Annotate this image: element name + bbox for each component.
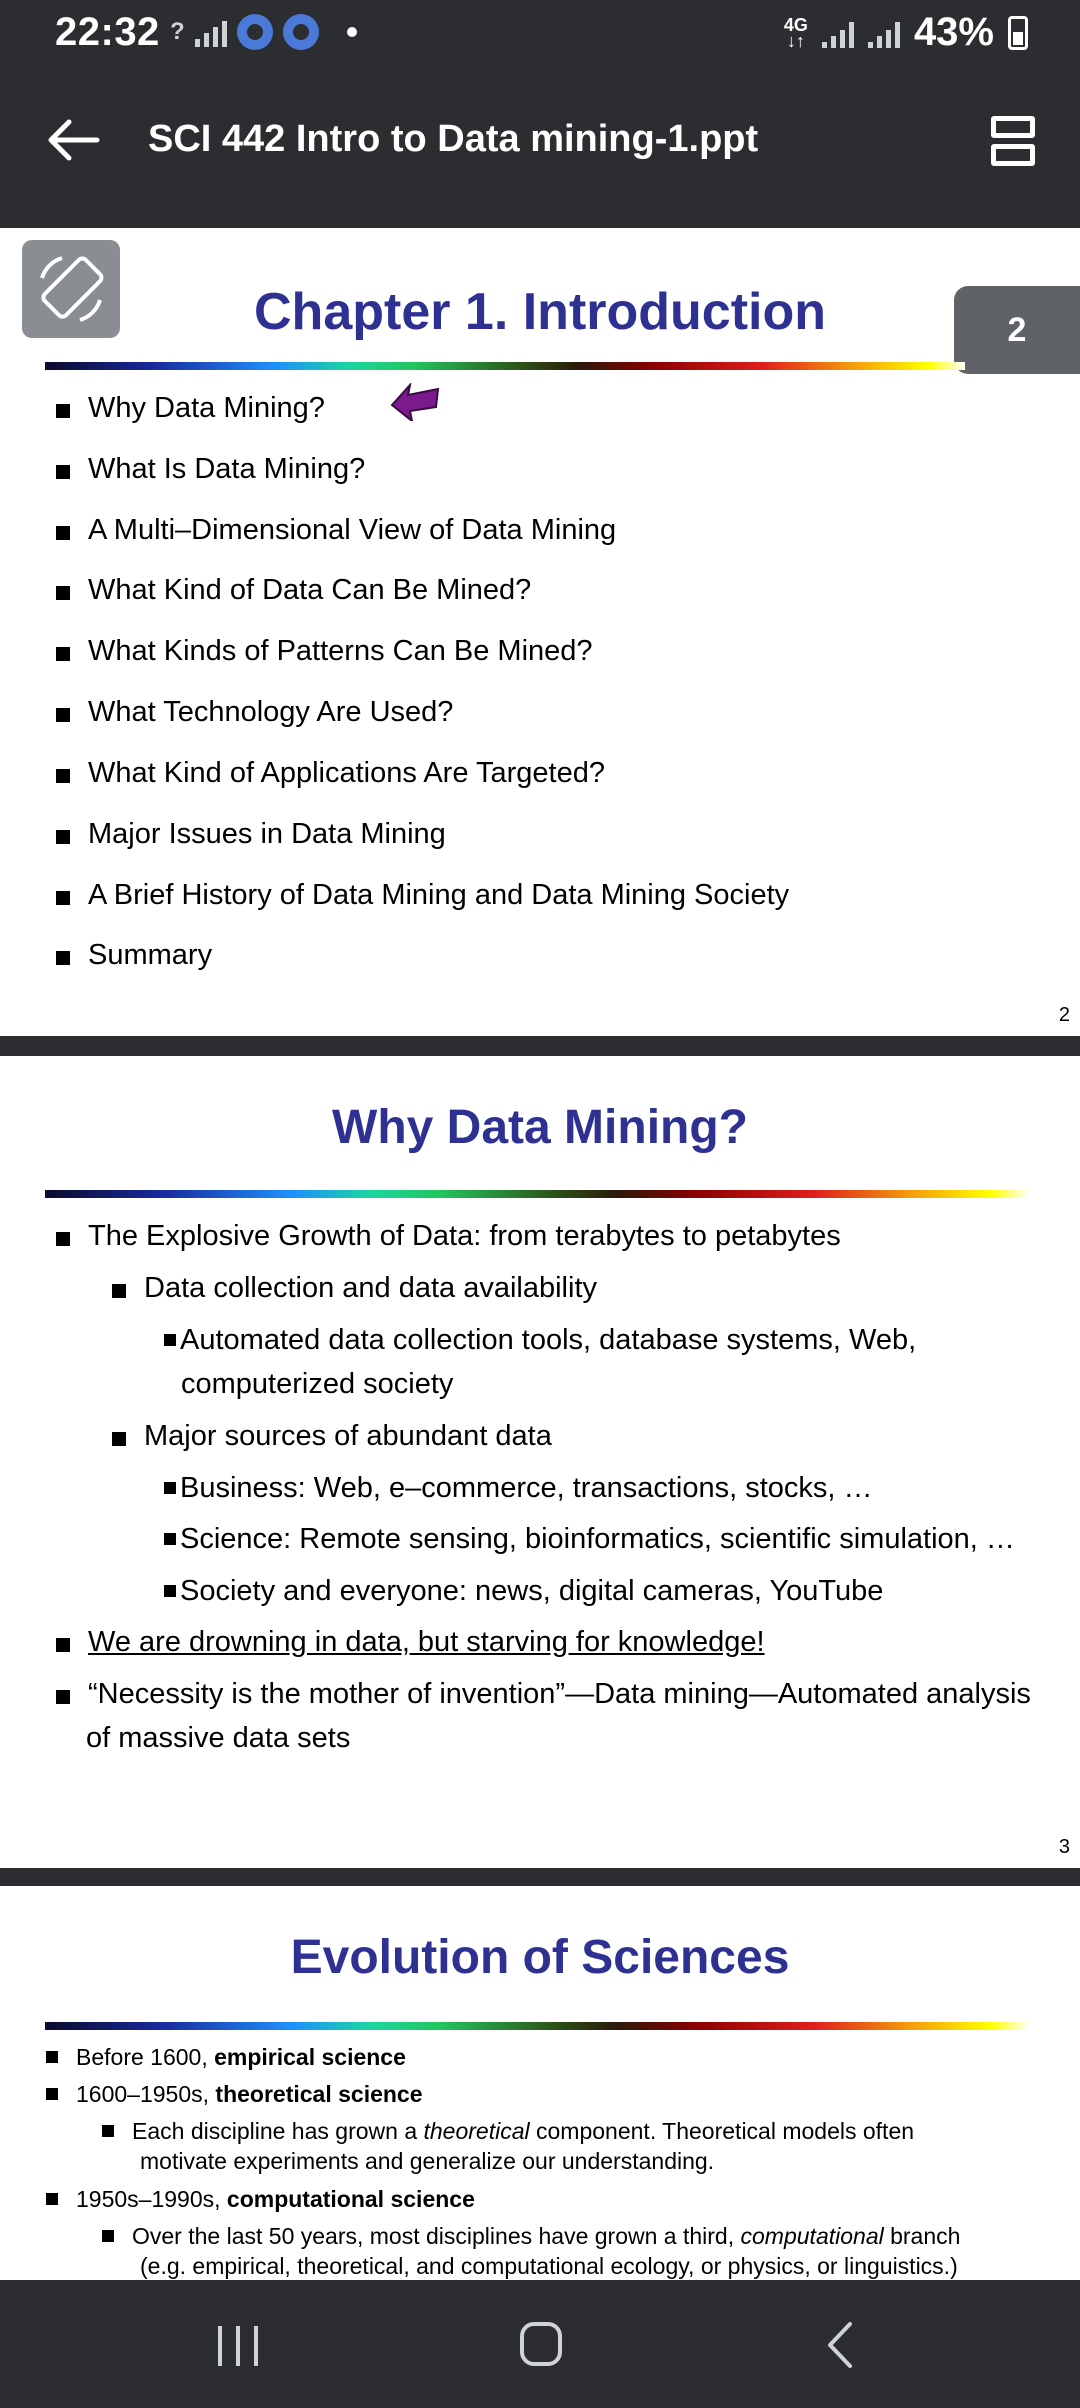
- app-notification-icon: [237, 14, 273, 50]
- status-left-icons: [170, 14, 357, 50]
- list-item: 1600–1950s, theoretical science: [46, 2081, 423, 2108]
- network-type-label: 4G: [783, 14, 808, 35]
- list-item: Over the last 50 years, most disciplines have grown a third, computational branch: [102, 2223, 960, 2250]
- list-item: Major Issues in Data Mining: [56, 818, 446, 851]
- list-item: Science: Remote sensing, bioinformatics, scientific simulation, …: [164, 1523, 1015, 1556]
- slides-viewer[interactable]: [0, 228, 1080, 2280]
- signal-question-icon: ?: [170, 18, 185, 45]
- list-item: Major sources of abundant data: [112, 1420, 552, 1453]
- list-item: Before 1600, empirical science: [46, 2044, 406, 2071]
- signal-bars-icon-2: [868, 18, 900, 48]
- page-indicator-badge: 2: [954, 286, 1080, 374]
- home-icon[interactable]: [520, 2322, 562, 2366]
- list-item: Automated data collection tools, database systems, Web,: [164, 1324, 916, 1357]
- slide-title: Why Data Mining?: [332, 1101, 748, 1154]
- slide-title: Evolution of Sciences: [290, 1931, 790, 1984]
- list-item: A Brief History of Data Mining and Data Mining Society: [56, 879, 789, 912]
- list-item: Business: Web, e–commerce, transactions, stocks, …: [164, 1472, 873, 1505]
- battery-icon: [1008, 16, 1028, 50]
- rainbow-divider: [45, 362, 965, 370]
- status-time: 22:32: [55, 10, 160, 54]
- system-navigation-bar: [0, 2282, 1080, 2408]
- document-title: SCI 442 Intro to Data mining-1.ppt: [148, 118, 759, 160]
- slide-3: [0, 1056, 1080, 1868]
- pointer-arrow-icon: [390, 383, 440, 421]
- back-arrow-icon[interactable]: [45, 116, 101, 164]
- rainbow-divider: [45, 1190, 1030, 1198]
- more-notifications-dot-icon: [347, 27, 357, 37]
- slide-page-number: 2: [1058, 1004, 1070, 1026]
- list-item-continuation: motivate experiments and generalize our understanding.: [140, 2148, 715, 2174]
- list-item: Data collection and data availability: [112, 1272, 597, 1305]
- list-item: The Explosive Growth of Data: from terabytes to petabytes: [56, 1220, 841, 1253]
- list-item: What Kinds of Patterns Can Be Mined?: [56, 635, 593, 668]
- list-item-continuation: of massive data sets: [86, 1722, 351, 1754]
- app-notification-icon-2: [283, 14, 319, 50]
- slide-4: [0, 1886, 1080, 2280]
- list-item: What Technology Are Used?: [56, 696, 453, 729]
- list-item: What Is Data Mining?: [56, 453, 365, 486]
- list-item-continuation: computerized society: [181, 1368, 454, 1400]
- list-item: Summary: [56, 939, 212, 972]
- list-item-continuation: (e.g. empirical, theoretical, and computational ecology, or physics, or linguistics.): [140, 2253, 958, 2279]
- list-item: Society and everyone: news, digital cameras, YouTube: [164, 1575, 883, 1608]
- app-bar: [0, 68, 1080, 220]
- page-view-toggle-icon[interactable]: [991, 116, 1035, 168]
- network-type-icon: 4G ↓↑: [783, 14, 808, 51]
- list-item: 1950s–1990s, computational science: [46, 2186, 475, 2213]
- rainbow-divider: [45, 2022, 1030, 2030]
- battery-percent: 43%: [913, 10, 994, 54]
- slide-2: [0, 228, 1080, 1036]
- status-bar: [0, 0, 1080, 68]
- system-back-icon[interactable]: [820, 2320, 860, 2370]
- list-item: What Kind of Data Can Be Mined?: [56, 574, 531, 607]
- list-item: “Necessity is the mother of invention”—Data mining—Automated analysis: [56, 1678, 1031, 1711]
- list-item: A Multi–Dimensional View of Data Mining: [56, 514, 616, 547]
- slide-title: Chapter 1. Introduction: [254, 283, 826, 341]
- list-item: Each discipline has grown a theoretical component. Theoretical models often: [102, 2118, 914, 2145]
- slide-page-number: 3: [1058, 1836, 1070, 1858]
- weak-signal-icon: [195, 17, 227, 47]
- list-item: We are drowning in data, but starving for knowledge!: [56, 1626, 765, 1659]
- signal-bars-icon-1: [822, 18, 854, 48]
- list-item: What Kind of Applications Are Targeted?: [56, 757, 605, 790]
- recent-apps-icon[interactable]: [218, 2326, 258, 2366]
- status-right: [784, 10, 1028, 55]
- list-item: Why Data Mining?: [56, 392, 325, 425]
